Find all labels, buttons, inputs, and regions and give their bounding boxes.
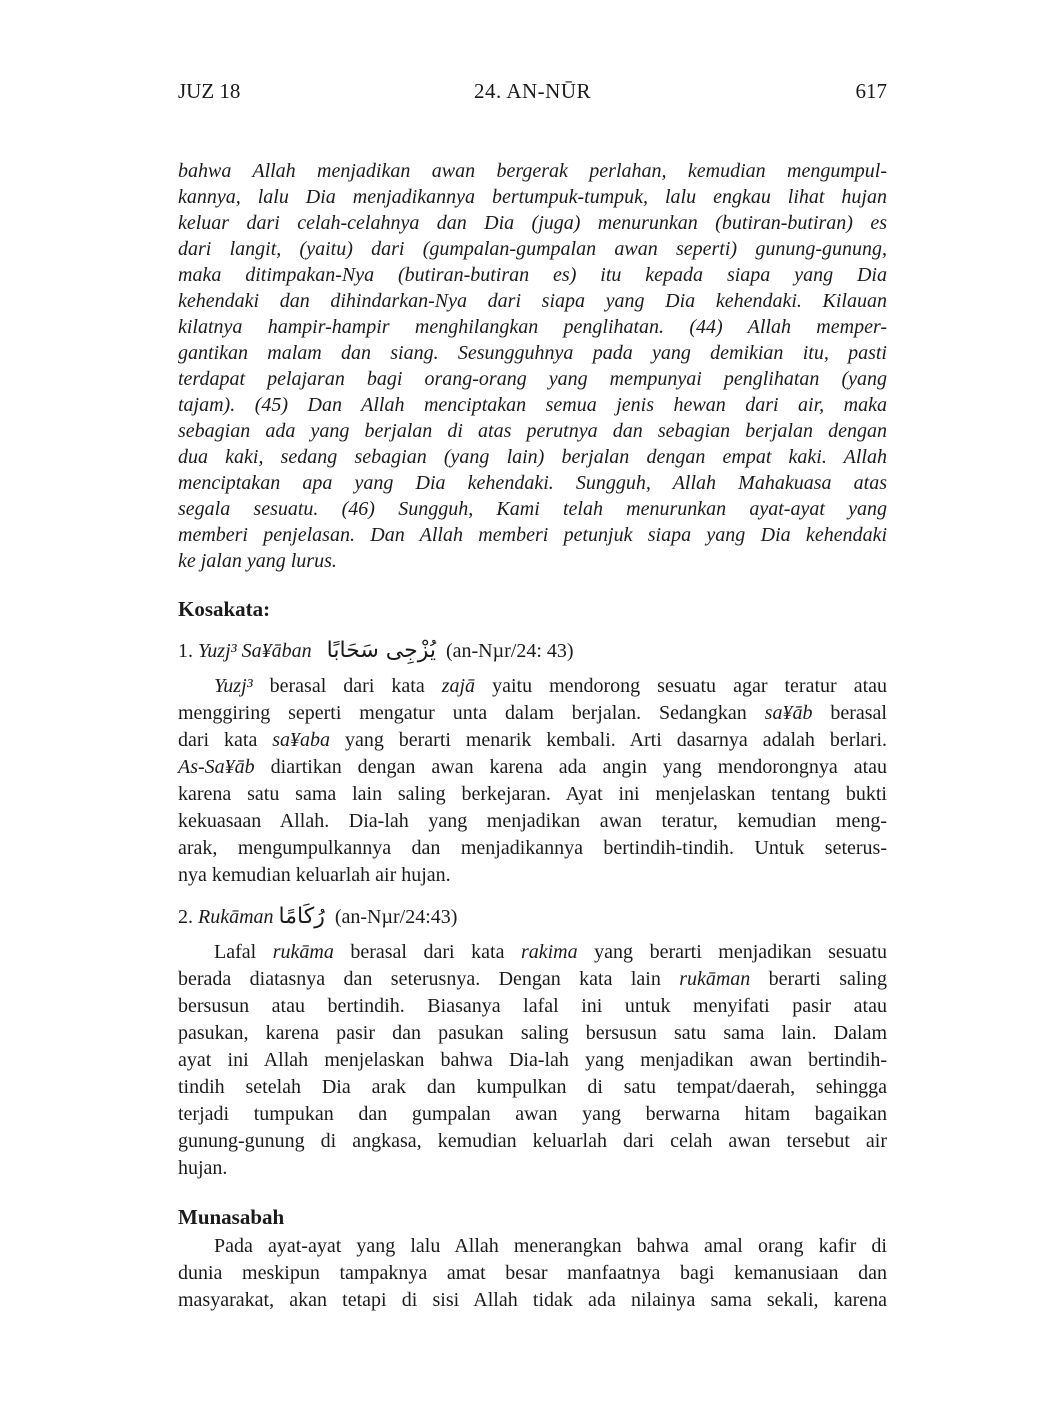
- text-line: pasukan, karena pasir dan pasukan saling bersusun satu sama lain. Dalam: [178, 1022, 887, 1044]
- text-line: dua kaki, sedang sebagian (yang lain) berjalan dengan empat kaki. Allah: [178, 446, 887, 468]
- text-line: menciptakan apa yang Dia kehendaki. Sungguh, Allah Mahakuasa atas: [178, 472, 887, 494]
- text-line: Yuzj³ berasal dari kata zajā yaitu mendorong sesuatu agar teratur atau: [214, 675, 888, 697]
- text-line: 2. Rukāman رُكَامًا (an-Nµr/24:43): [178, 904, 458, 929]
- text-line: ayat ini Allah menjelaskan bahwa Dia-lah yang menjadikan awan bertindih-: [178, 1049, 887, 1071]
- text-line: segala sesuatu. (46) Sungguh, Kami telah menurunkan ayat-ayat yang: [178, 498, 887, 520]
- kosakata-item-2-heading: [178, 897, 887, 937]
- text-line: gunung-gunung di angkasa, kemudian keluarlah dari celah awan tersebut air: [178, 1130, 887, 1152]
- text-line: nya kemudian keluarlah air hujan.: [178, 864, 451, 886]
- kosakata-heading: Kosakata:: [178, 597, 271, 621]
- arabic-text: يُزْجِى سَحَابًا: [326, 638, 436, 663]
- text-line: dari kata sa¥aba yang berarti menarik kembali. Arti dasarnya adalah berlari.: [178, 729, 887, 751]
- text-line: gantikan malam dan siang. Sesungguhnya pada yang demikian itu, pasti: [178, 342, 887, 364]
- text-line: kannya, lalu Dia menjadikannya bertumpuk-tumpuk, lalu engkau lihat hujan: [178, 186, 887, 208]
- page-number: 617: [855, 79, 887, 103]
- arabic-text: رُكَامًا: [278, 904, 325, 929]
- text-line: As-Sa¥āb diartikan dengan awan karena ada angin yang mendorongnya atau: [178, 756, 887, 778]
- surah-title: 24. AN-NŪR: [473, 79, 591, 103]
- text-line: tajam). (45) Dan Allah menciptakan semua jenis hewan dari air, maka: [178, 394, 887, 416]
- kosakata-item-2-paragraph: [178, 939, 887, 1182]
- text-line: dari langit, (yaitu) dari (gumpalan-gumpalan awan seperti) gunung-gunung,: [178, 238, 887, 260]
- text-line: maka ditimpakan-Nya (butiran-butiran es) itu kepada siapa yang Dia: [178, 264, 887, 286]
- kosakata-item-1-heading: [178, 631, 887, 671]
- text-line: karena satu sama lain saling berkejaran. Ayat ini menjelaskan tentang bukti: [178, 783, 887, 805]
- munasabah-paragraph: [178, 1233, 887, 1314]
- text-line: berada diatasnya dan seterusnya. Dengan kata lain rukāman berarti saling: [178, 968, 887, 990]
- text-line: kehendaki dan dihindarkan-Nya dari siapa yang Dia kehendaki. Kilauan: [178, 290, 887, 312]
- text-line: arak, mengumpulkannya dan menjadikannya bertindih-tindih. Untuk seterus-: [178, 837, 887, 859]
- text-line: sebagian ada yang berjalan di atas perutnya dan sebagian berjalan dengan: [178, 420, 887, 442]
- juz-label: JUZ 18: [178, 79, 241, 103]
- text-line: 1. Yuzj³ Sa¥āban يُزْجِى سَحَابًا (an-Nµr/24: 43): [178, 638, 574, 663]
- text-line: tindih setelah Dia arak dan kumpulkan di satu tempat/daerah, sehingga: [178, 1076, 887, 1098]
- text-line: dunia meskipun tampaknya amat besar manfaatnya bagi kemanusiaan dan: [178, 1262, 887, 1284]
- text-line: Pada ayat-ayat yang lalu Allah menerangkan bahwa amal orang kafir di: [214, 1235, 887, 1257]
- text-line: memberi penjelasan. Dan Allah memberi petunjuk siapa yang Dia kehendaki: [178, 524, 887, 546]
- page-header: [178, 78, 887, 106]
- text-line: keluar dari celah-celahnya dan Dia (juga) menurunkan (butiran-butiran) es: [178, 212, 887, 234]
- text-line: bersusun atau bertindih. Biasanya lafal ini untuk menyifati pasir atau: [178, 995, 887, 1017]
- text-line: bahwa Allah menjadikan awan bergerak perlahan, kemudian mengumpul-: [178, 160, 887, 182]
- kosakata-item-1-paragraph: [178, 673, 887, 889]
- text-line: kilatnya hampir-hampir menghilangkan penglihatan. (44) Allah memper-: [178, 316, 887, 338]
- translation-paragraph: [178, 158, 887, 574]
- text-line: ke jalan yang lurus.: [178, 550, 337, 572]
- text-line: kekuasaan Allah. Dia-lah yang menjadikan awan teratur, kemudian meng-: [178, 810, 887, 832]
- text-line: terjadi tumpukan dan gumpalan awan yang berwarna hitam bagaikan: [178, 1103, 887, 1125]
- text-line: menggiring seperti mengatur unta dalam berjalan. Sedangkan sa¥āb berasal: [178, 702, 887, 724]
- text-line: Lafal rukāma berasal dari kata rakima yang berarti menjadikan sesuatu: [214, 941, 887, 963]
- text-line: terdapat pelajaran bagi orang-orang yang mempunyai penglihatan (yang: [178, 368, 887, 390]
- text-line: hujan.: [178, 1157, 228, 1179]
- text-line: masyarakat, akan tetapi di sisi Allah tidak ada nilainya sama sekali, karena: [178, 1289, 887, 1311]
- munasabah-heading: Munasabah: [178, 1205, 285, 1229]
